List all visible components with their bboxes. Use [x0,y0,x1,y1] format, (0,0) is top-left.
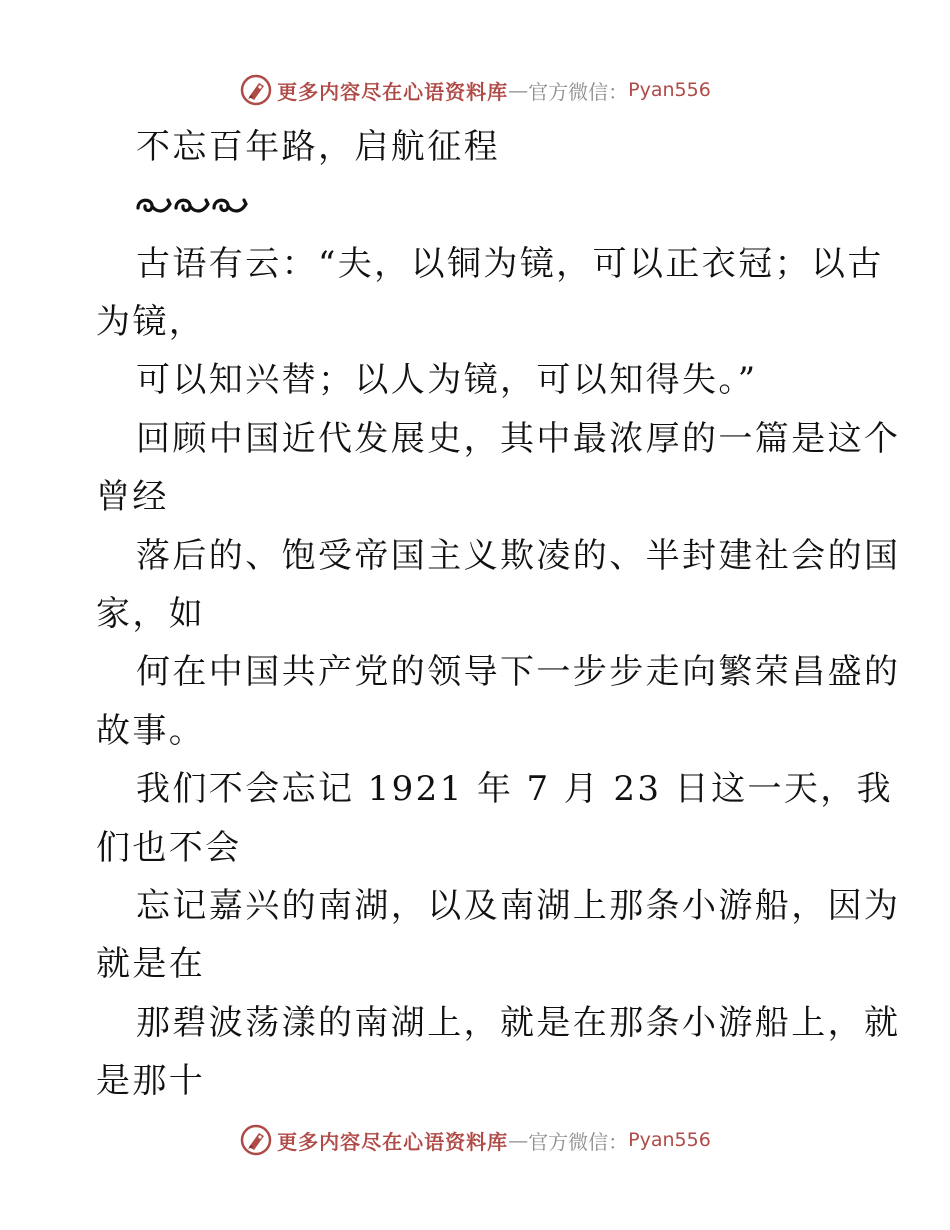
watermark-contact-label: 官方微信： [528,79,629,104]
paragraph-line: 为镜， [96,302,206,342]
paragraph-line: 古语有云：“夫，以铜为镜，可以正衣冠；以古 [136,244,884,284]
paragraph-line: 家，如 [96,594,206,634]
paragraph-line: 何在中国共产党的领导下一步步走向繁荣昌盛的 [136,652,901,692]
paragraph-line: 故事。 [96,711,206,751]
paragraph-line: 就是在 [96,944,206,984]
paragraph-line: 们也不会 [96,828,242,868]
paragraph-line: 曾经 [96,477,169,517]
document-title: 不忘百年路，启航征程 [136,127,500,167]
paragraph-line: 忘记嘉兴的南湖，以及南湖上那条小游船，因为 [136,886,901,926]
paragraph-line: 落后的、饱受帝国主义欺凌的、半封建社会的国 [136,536,901,576]
header-watermark [0,70,950,110]
watermark-dash: — [508,1128,529,1152]
paragraph-line: 我们不会忘记 1921 年 7 月 23 日这一天，我 [136,769,894,809]
watermark-contact-id: Pyan556 [628,1129,711,1151]
paragraph-line: 可以知兴替；以人为镜，可以知得失。” [136,360,758,400]
swirl-ornament-icon [134,192,252,220]
watermark-text: 更多内容尽在心语资料库 [277,1129,509,1154]
pen-nib-logo-icon [239,73,273,107]
footer-watermark [0,1120,950,1160]
watermark-contact-label: 官方微信： [528,1129,629,1154]
watermark-text: 更多内容尽在心语资料库 [277,79,509,104]
watermark-contact-id: Pyan556 [628,79,711,101]
paragraph-line: 那碧波荡漾的南湖上，就是在那条小游船上，就 [136,1003,901,1043]
pen-nib-logo-icon [239,1123,273,1157]
paragraph-line: 是那十 [96,1061,206,1101]
watermark-dash: — [508,78,529,102]
paragraph-line: 回顾中国近代发展史，其中最浓厚的一篇是这个 [136,419,901,459]
